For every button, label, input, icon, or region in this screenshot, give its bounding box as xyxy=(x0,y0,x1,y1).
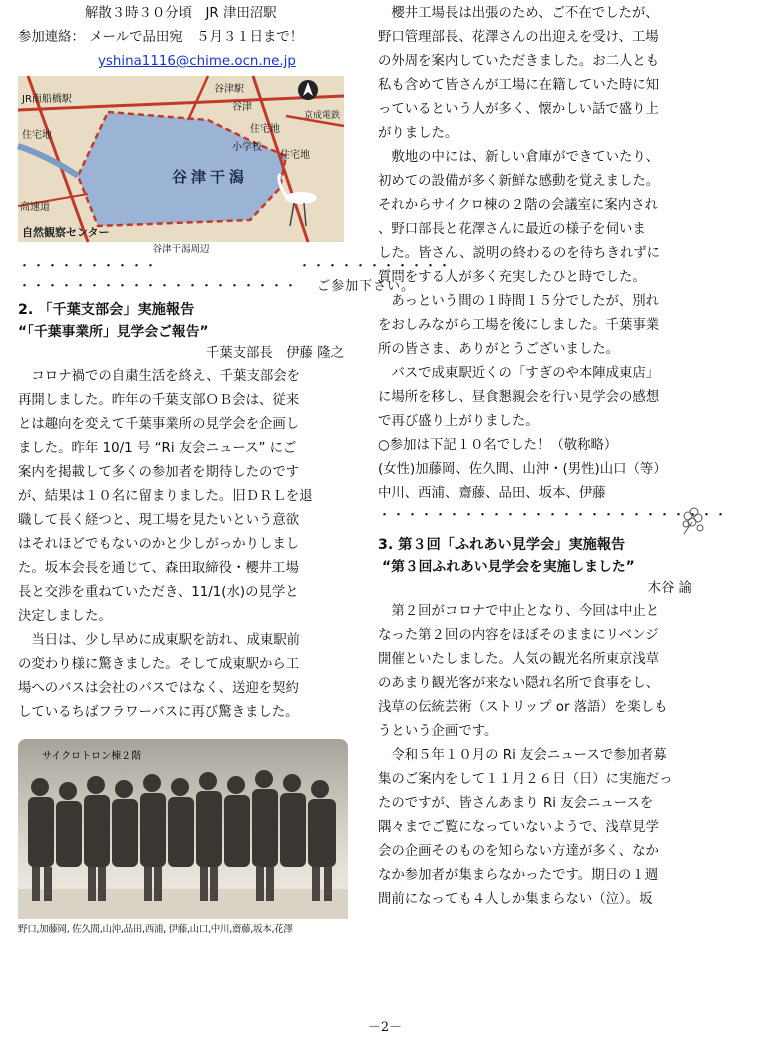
section2-para2 xyxy=(18,629,344,725)
text-line: 初めての設備が多く新鮮な感動を覚えました。 xyxy=(378,174,660,189)
text-line: 第２回がコロナで中止となり、今回は中止と xyxy=(391,604,660,619)
para-b xyxy=(378,146,714,290)
map-label-residential2: 住宅地 xyxy=(250,124,280,135)
text-line: 職して長く経つと、現工場を見たいという意欲 xyxy=(18,513,300,528)
text-line: 私も含めて皆さんが工場に在籍していた時に知 xyxy=(378,78,660,93)
dots-line-1: ・・・・・・・・・・ ・・・・・・・・・・・ xyxy=(18,259,453,274)
section3-author: 木谷 諭 xyxy=(647,581,692,596)
text-line: をおしみながら工場を後にしました。千葉事業 xyxy=(378,318,660,333)
section3-subtitle: “第３回ふれあい見学会を実施しました” xyxy=(382,559,635,575)
section3-para2 xyxy=(378,744,714,912)
text-line: 開催といたしました。人気の観光名所東京浅草 xyxy=(378,652,660,667)
attendees xyxy=(378,434,714,506)
map-label-station1: JR南船橋駅 xyxy=(22,94,72,105)
text-line: (女性)加藤岡、佐久間、山沖・(男性)山口（等） xyxy=(378,462,667,477)
text-line: 質問をする人が多く充実したひと時でした。 xyxy=(378,270,646,285)
text-line: 、野口部長と花澤さんに最近の様子を伺いま xyxy=(378,222,646,237)
text-line: あっという間の１時間１５分でしたが、別れ xyxy=(391,294,660,309)
text-line: はそれほどでもないのかと少しがっかりしまし xyxy=(18,537,300,552)
text-line: した。皆さん、説明の終わるのを待ちきれずに xyxy=(378,246,661,261)
text-line: 再開しました。昨年の千葉支部ＯＢ会は、従来 xyxy=(18,393,300,408)
text-line: 間前になっても４人しか集まらない（泣）。坂 xyxy=(378,892,653,907)
text-line: とは趣向を変えて千葉事業所の見学会を企画し xyxy=(18,417,300,432)
photo-caption: 野口,加藤岡, 佐久間,山沖,品田,西浦, 伊藤,山口,中川,齋藤,坂本,花澤 xyxy=(18,924,293,935)
text-line: なか参加者が集まらなかったです。期日の１週 xyxy=(378,868,659,883)
text-line: 令和５年１０月の Ri 友会ニュースで参加者募 xyxy=(391,748,667,763)
text-line: 会の企画そのものを知らない方達が多く、なか xyxy=(378,844,659,859)
map-label-residential3: 住宅地 xyxy=(280,150,310,161)
text-line: 櫻井工場長は出張のため、ご不在でしたが、 xyxy=(391,6,659,21)
text-line: バスで成東駅近くの「すぎのや本陣成東店」 xyxy=(391,366,660,381)
text-line: た。坂本会長を通じて、森田取締役・櫻井工場 xyxy=(18,561,299,576)
text-line: 集のご案内をして１１月２６日（日）に実施だっ xyxy=(378,772,673,787)
text-line: っているという人が多く、懐かしい話で盛り上 xyxy=(378,102,659,117)
map-label-center: 自然観察センター xyxy=(22,226,110,239)
section3-para1 xyxy=(378,600,714,744)
text-line: で再び盛り上がりました。 xyxy=(378,414,539,429)
para-a xyxy=(378,2,714,146)
email-line xyxy=(18,50,344,74)
map-label-school: 小学校 xyxy=(232,142,262,153)
group-photo-graphic xyxy=(18,739,348,919)
text-line: 浅草の伝統芸術（ストリップ or 落語）を楽しも xyxy=(378,700,668,715)
text-line: なった第２回の内容をほぼそのままにリベンジ xyxy=(378,628,659,643)
text-line: コロナ禍での自粛生活を終え、千葉支部会を xyxy=(31,369,301,384)
text-line: 当日は、少し早めに成東駅を訪れ、成東駅前 xyxy=(31,633,301,648)
right-column xyxy=(378,2,729,912)
photo-label: サイクロトロン棟２階 xyxy=(42,751,142,762)
section2-para1 xyxy=(18,365,344,629)
group-photo xyxy=(18,739,348,919)
para-d xyxy=(378,362,714,434)
dots-line-3: ・・・・・・・・・・・・・・・・・・・・・・・・・ xyxy=(378,508,729,523)
text-line: それからサイクロ棟の２階の会議室に案内され xyxy=(378,198,658,213)
text-line: の変わり様に驚きました。そして成東駅から工 xyxy=(18,657,300,672)
text-line: の外周を案内していただきました。お二人とも xyxy=(378,54,660,69)
map-label-station2: 谷津駅 xyxy=(214,84,244,95)
text-line: ました。昨年 10/1 号 “Ri 友会ニュース” にご xyxy=(18,441,297,456)
section3-title: 3. 第３回「ふれあい見学会」実施報告 xyxy=(378,537,626,553)
text-line: 敷地の中には、新しい倉庫ができていたり、 xyxy=(391,150,660,165)
email-link[interactable]: yshina1116@chime.ocn.ne.jp xyxy=(98,54,296,69)
text-line: 所の皆さま、ありがとうございました。 xyxy=(378,342,620,357)
text-line: ○参加は下記１０名でした！（敬称略） xyxy=(378,438,618,453)
text-line: のあまり観光客が来ない隠れ名所で食事をし、 xyxy=(378,676,660,691)
section2-subtitle: “「千葉事業所」見学会ご報告” xyxy=(18,324,209,340)
text-line: 中川、西浦、齋藤、品田、坂本、伊藤 xyxy=(378,486,606,501)
schedule-line: 解散３時３０分頃 JR 津田沼駅 xyxy=(18,6,277,21)
section2-author: 千葉支部長 伊藤 隆之 xyxy=(205,346,344,361)
map-caption: 谷津干潟周辺 xyxy=(152,244,210,255)
text-line: がりました。 xyxy=(378,126,459,141)
map-label-highway: 高速道 xyxy=(20,202,50,213)
text-line: 決定しました。 xyxy=(18,609,112,624)
text-line: 野口管理部長、花澤さんの出迎えを受け、工場 xyxy=(378,30,659,45)
map-label-residential1: 住宅地 xyxy=(22,130,52,141)
text-line: 長と交渉を重ねていただき、11/1(水)の見学と xyxy=(18,585,299,600)
text-line: 場へのバスは会社のバスではなく、送迎を契約 xyxy=(18,681,299,696)
map-label-lake: 谷津干潟 xyxy=(172,168,249,186)
map-label-keisei: 京成電鉄 xyxy=(304,111,341,121)
dots-line-2: ・・・・・・・・・・・・・・・・・・・・ ご参加下さい。 xyxy=(18,279,416,294)
contact-line: 参加連絡： メールで品田宛 ５月３１日まで！ xyxy=(18,30,304,45)
text-line: うという企画です。 xyxy=(378,724,498,739)
text-line: に場所を移し、昼食懇親会を行い見学会の感想 xyxy=(378,390,660,405)
text-line: たのですが、皆さんあまり Ri 友会ニュースを xyxy=(378,796,654,811)
page-number: －2－ xyxy=(367,1020,403,1035)
para-c xyxy=(378,290,714,362)
section2-title: 2. 「千葉支部会」実施報告 xyxy=(18,302,195,318)
text-line: 案内を掲載して多くの参加者を期待したのです xyxy=(18,465,300,480)
map-label-district: 谷津 xyxy=(232,102,252,113)
text-line: 隅々までご覧になっていないようで、浅草見学 xyxy=(378,820,659,835)
flower-icon xyxy=(676,506,710,536)
text-line: しているちばフラワーバスに再び驚きました。 xyxy=(18,705,299,720)
map-image xyxy=(18,76,344,242)
text-line: が、結果は１０名に留まりました。旧ＤＲＬを退 xyxy=(18,489,313,504)
dots-row xyxy=(378,506,729,526)
